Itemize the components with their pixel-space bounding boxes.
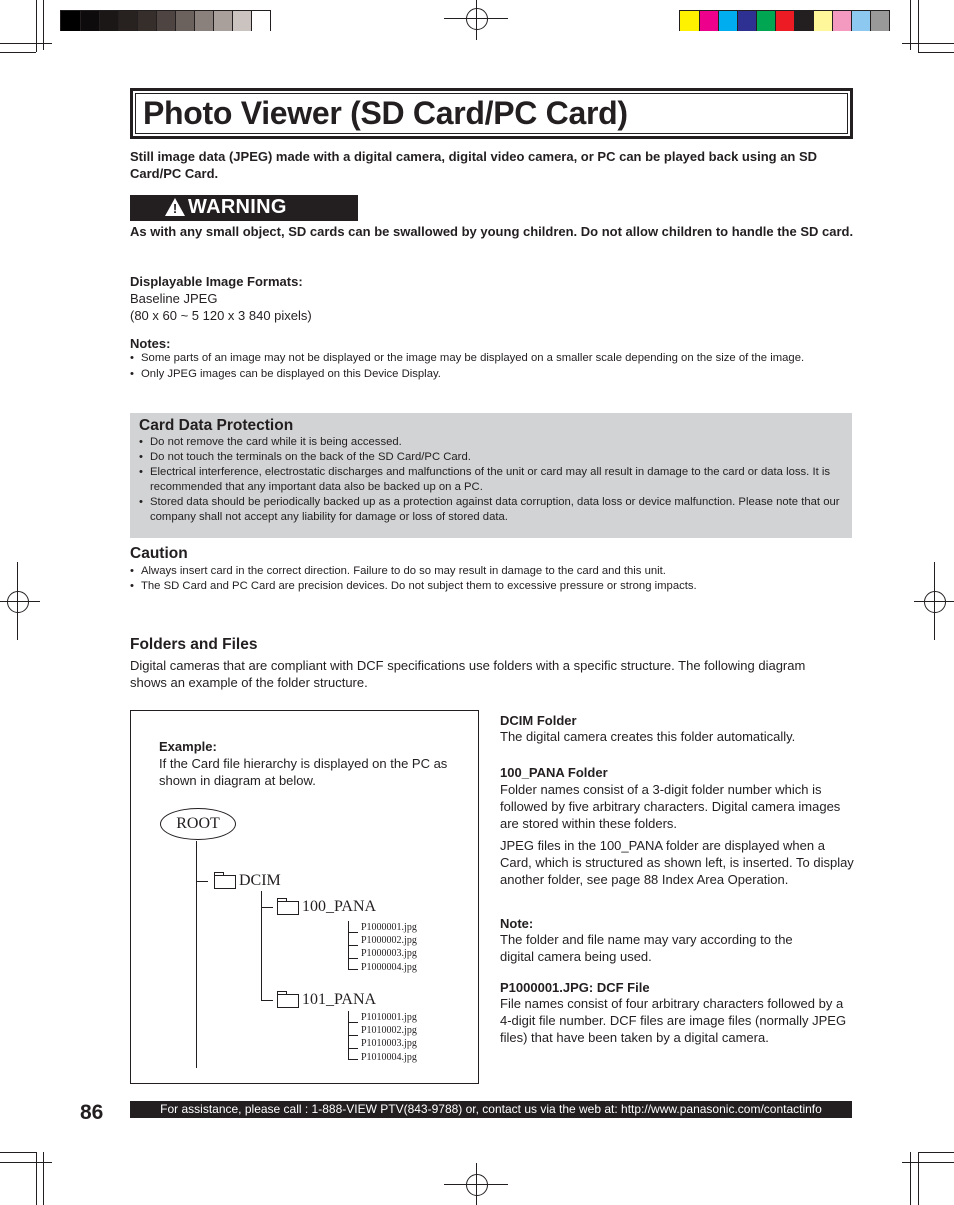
root-node xyxy=(160,808,236,840)
file-item: P1010002.jpg xyxy=(361,1025,417,1036)
tree-line xyxy=(261,907,273,908)
caution-list xyxy=(130,564,852,594)
registration-line xyxy=(476,0,477,40)
warning-label: WARNING xyxy=(188,196,287,218)
file-item: P1000001.jpg xyxy=(361,922,417,933)
card-data-protection-box xyxy=(130,413,852,538)
file-item: P1010003.jpg xyxy=(361,1038,417,1049)
note-heading: Note: xyxy=(500,916,534,931)
color-swatch xyxy=(756,11,775,31)
list-item: • Do not touch the terminals on the back of the SD Card/PC Card. xyxy=(139,450,844,465)
crop-mark xyxy=(43,1152,44,1205)
color-swatch xyxy=(832,11,851,31)
color-swatch xyxy=(137,11,156,31)
color-swatch xyxy=(851,11,870,31)
registration-line xyxy=(476,1163,477,1205)
note-text: The folder and file name may vary according to the digital camera being used. xyxy=(500,932,793,964)
root-label: ROOT xyxy=(176,815,220,832)
color-swatch xyxy=(680,11,699,31)
notes-heading: Notes: xyxy=(130,336,171,351)
registration-target-icon xyxy=(924,591,946,613)
folders-text: Digital cameras that are compliant with DCF specifications use folders with a specific structure. The following diagram shows an example of the folder structure. xyxy=(130,658,806,690)
crop-mark xyxy=(918,52,954,53)
crop-mark xyxy=(918,1152,919,1205)
crop-mark xyxy=(910,1152,911,1205)
crop-mark xyxy=(902,1162,954,1163)
color-swatch xyxy=(194,11,213,31)
dcf-file-text: File names consist of four arbitrary characters followed by a 4-digit file number. DCF files are image files (normally JPEG files) that have been taken by a digital camera. xyxy=(500,996,847,1045)
folder-structure-diagram xyxy=(130,710,479,1084)
registration-line xyxy=(17,562,18,640)
file-item: P1010004.jpg xyxy=(361,1052,417,1063)
protection-list xyxy=(139,435,844,525)
dcim-folder-text: The digital camera creates this folder automatically. xyxy=(500,729,796,744)
list-item: • Only JPEG images can be displayed on this Device Display. xyxy=(130,367,842,382)
notes-list xyxy=(130,351,842,382)
crop-mark xyxy=(918,0,919,52)
color-swatch xyxy=(232,11,251,31)
file-item: P1010001.jpg xyxy=(361,1012,417,1023)
crop-mark xyxy=(0,1162,52,1163)
color-swatch xyxy=(737,11,756,31)
list-item: • Always insert card in the correct direction. Failure to do so may result in damage to the card and this unit. xyxy=(130,564,852,579)
example-text: If the Card file hierarchy is displayed on the PC as shown in diagram at below. xyxy=(159,756,448,788)
color-swatch xyxy=(870,11,889,31)
formats-heading: Displayable Image Formats: xyxy=(130,274,303,289)
crop-mark xyxy=(36,0,37,52)
color-swatch xyxy=(775,11,794,31)
list-item: • Electrical interference, electrostatic discharges and malfunctions of the unit or card may all result in damage to the card or data loss. It is recommended that any important data also be backed up on a PC. xyxy=(139,465,844,495)
intro-text: Still image data (JPEG) made with a digital camera, digital video camera, or PC can be played back using an SD Card/PC Card. xyxy=(130,149,818,181)
registration-line xyxy=(934,562,935,640)
file-item: P1000004.jpg xyxy=(361,962,417,973)
color-swatch xyxy=(175,11,194,31)
file-item: P1000003.jpg xyxy=(361,948,417,959)
page-title: Photo Viewer (SD Card/PC Card) xyxy=(143,95,628,131)
tree-line xyxy=(348,969,358,970)
color-swatch xyxy=(156,11,175,31)
color-swatch xyxy=(80,11,99,31)
color-swatch xyxy=(118,11,137,31)
tree-line xyxy=(348,945,358,946)
list-item: • Do not remove the card while it is being accessed. xyxy=(139,435,844,450)
tree-line xyxy=(348,958,358,959)
crop-mark xyxy=(0,52,36,53)
folder-101-pana-label: 101_PANA xyxy=(302,991,377,1008)
pana-folder-heading: 100_PANA Folder xyxy=(500,765,608,780)
page-number: 86 xyxy=(80,1101,104,1124)
tree-line xyxy=(348,1048,358,1049)
color-swatch xyxy=(213,11,232,31)
exclamation-icon: ! xyxy=(172,201,178,216)
crop-mark xyxy=(918,1152,954,1153)
list-item: • The SD Card and PC Card are precision devices. Do not subject them to excessive pressure or strong impacts. xyxy=(130,579,852,594)
tree-line xyxy=(196,841,197,1068)
gray-color-bar xyxy=(60,10,271,31)
registration-target-icon xyxy=(7,591,29,613)
process-color-bar xyxy=(679,10,890,31)
crop-mark xyxy=(36,1152,37,1205)
warning-banner xyxy=(130,195,358,221)
color-swatch xyxy=(718,11,737,31)
tree-line xyxy=(196,881,208,882)
crop-mark xyxy=(0,1152,36,1153)
color-swatch xyxy=(699,11,718,31)
formats-line-2: (80 x 60 ~ 5 120 x 3 840 pixels) xyxy=(130,308,312,323)
tree-line xyxy=(348,932,358,933)
registration-target-icon xyxy=(466,1174,488,1196)
list-item: • Some parts of an image may not be displayed or the image may be displayed on a smaller scale depending on the size of the image. xyxy=(130,351,842,366)
color-swatch xyxy=(813,11,832,31)
dcf-file-heading: P1000001.JPG: DCF File xyxy=(500,980,650,995)
pana-folder-text-2: JPEG files in the 100_PANA folder are displayed when a Card, which is structured as shown left, is inserted. To display another folder, see page 88 Index Area Operation. xyxy=(500,838,854,887)
footer-bar: For assistance, please call : 1-888-VIEW PTV(843-9788) or, contact us via the web at: http://www.panasonic.com/contactinfo xyxy=(130,1101,852,1118)
folder-100-pana-label: 100_PANA xyxy=(302,898,377,915)
color-swatch xyxy=(251,11,270,31)
list-item: • Stored data should be periodically backed up as a protection against data corruption, data loss or device malfunction. Please note that our company shall not accept any liability for damage or loss of stored data. xyxy=(139,495,844,525)
dcim-folder-heading: DCIM Folder xyxy=(500,713,577,728)
example-heading: Example: xyxy=(159,739,217,754)
folders-heading: Folders and Files xyxy=(130,636,258,653)
folder-icon xyxy=(214,875,236,889)
folder-icon xyxy=(277,994,299,1008)
page-title-box xyxy=(130,88,853,139)
caution-heading: Caution xyxy=(130,545,188,562)
folder-icon xyxy=(277,901,299,915)
tree-line xyxy=(348,1035,358,1036)
dcim-label: DCIM xyxy=(239,872,281,889)
protection-heading: Card Data Protection xyxy=(139,417,294,434)
tree-line xyxy=(348,1059,358,1060)
color-swatch xyxy=(99,11,118,31)
file-item: P1000002.jpg xyxy=(361,935,417,946)
color-swatch xyxy=(794,11,813,31)
crop-mark xyxy=(902,43,954,44)
pana-folder-text-1: Folder names consist of a 3-digit folder number which is followed by five arbitrary characters. Digital camera images are stored within these folders. xyxy=(500,782,841,831)
registration-line xyxy=(0,601,40,602)
tree-line xyxy=(261,1000,273,1001)
registration-target-icon xyxy=(466,8,488,30)
formats-line-1: Baseline JPEG xyxy=(130,291,218,306)
crop-mark xyxy=(0,43,52,44)
warning-text: As with any small object, SD cards can be swallowed by young children. Do not allow children to handle the SD card. xyxy=(130,224,854,239)
color-swatch xyxy=(61,11,80,31)
tree-line xyxy=(348,1022,358,1023)
